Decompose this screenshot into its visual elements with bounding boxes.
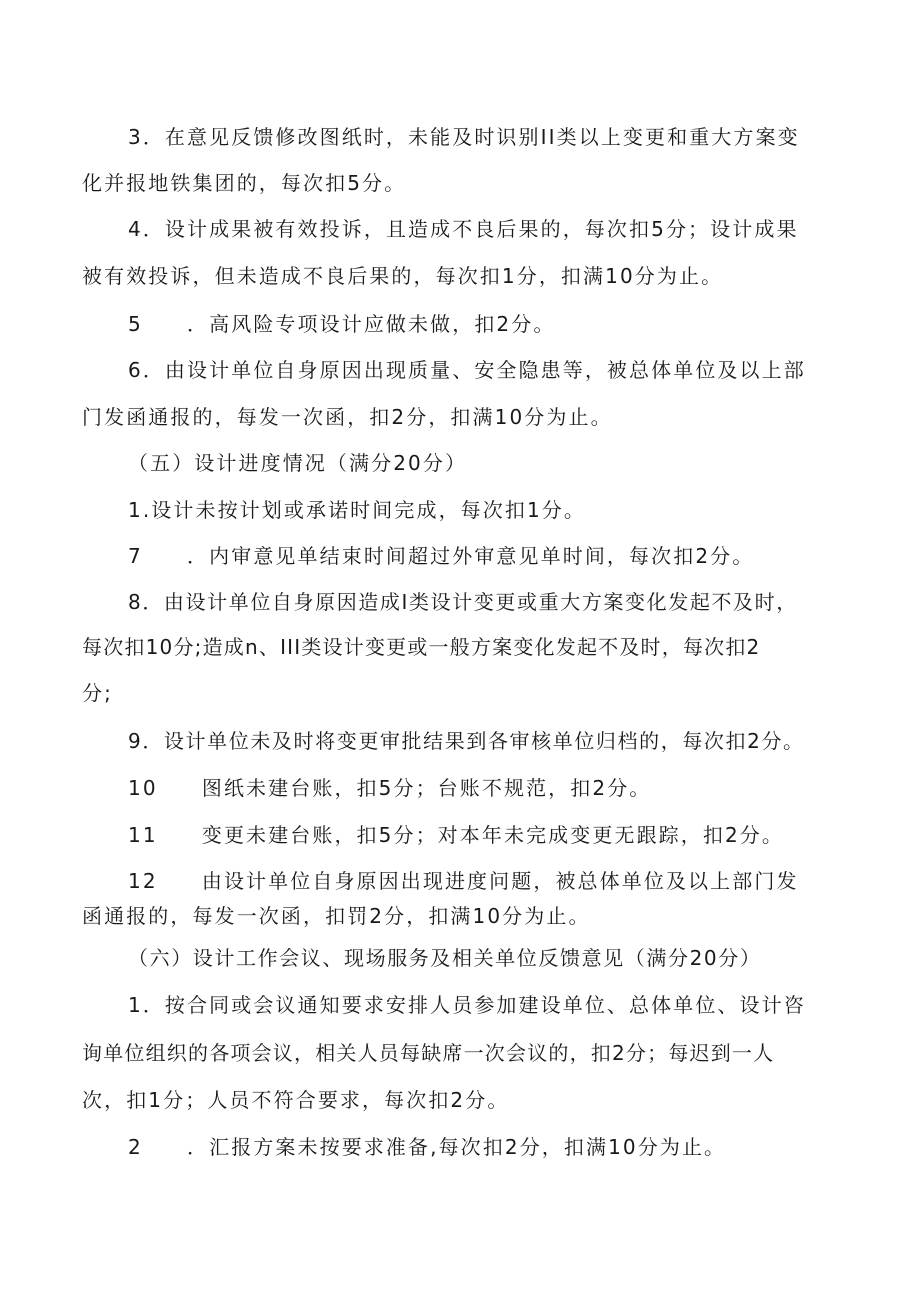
progress-item-9: 9．设计单位未及时将变更审批结果到各审核单位归档的，每次扣2分。 [128,729,805,753]
section-heading-6: （六）设计工作会议、现场服务及相关单位反馈意见（满分20分） [128,946,762,970]
progress-item-12-line-2: 函通报的，每发一次函，扣罚2分，扣满10分为止。 [82,904,591,928]
item-4-line-2: 被有效投诉，但未造成不良后果的，每次扣1分，扣满10分为止。 [82,264,724,288]
meeting-item-1-line-1: 1．按合同或会议通知要求安排人员参加建设单位、总体单位、设计咨 [128,993,806,1017]
meeting-item-1-line-3: 次，扣1分；人员不符合要求，每次扣2分。 [82,1088,510,1112]
progress-item-1: 1.设计未按计划或承诺时间完成，每次扣1分。 [128,498,587,522]
progress-item-11: 11 变更未建台账，扣5分；对本年未完成变更无跟踪，扣2分。 [128,823,784,847]
meeting-item-1-line-2: 询单位组织的各项会议，相关人员每缺席一次会议的，扣2分；每迟到一人 [82,1041,775,1065]
progress-item-8-line-3: 分; [82,681,113,705]
progress-item-12-line-1: 12 由设计单位自身原因出现进度问题，被总体单位及以上部门发 [128,869,799,893]
meeting-item-2: 2 ．汇报方案未按要求准备,每次扣2分，扣满10分为止。 [128,1135,727,1159]
item-5-line: 5 ．高风险专项设计应做未做，扣2分。 [128,312,556,336]
progress-item-10: 10 图纸未建台账，扣5分；台账不规范，扣2分。 [128,776,652,800]
progress-item-8-line-1: 8．由设计单位自身原因造成I类设计变更或重大方案变化发起不及时， [128,590,798,614]
item-3-line-2: 化并报地铁集团的，每次扣5分。 [82,171,407,195]
item-3-line-1: 3．在意见反馈修改图纸时，未能及时识别II类以上变更和重大方案变 [128,125,800,149]
item-6-line-2: 门发函通报的，每发一次函，扣2分，扣满10分为止。 [82,405,613,429]
item-4-line-1: 4．设计成果被有效投诉，且造成不良后果的，每次扣5分；设计成果 [128,217,799,241]
item-6-line-1: 6．由设计单位自身原因出现质量、安全隐患等，被总体单位及以上部 [128,358,806,382]
section-heading-5: （五）设计进度情况（满分20分） [128,451,468,475]
progress-item-7: 7 ．内审意见单结束时间超过外审意见单时间，每次扣2分。 [128,544,755,568]
progress-item-8-line-2: 每次扣10分;造成n、III类设计变更或一般方案变化发起不及时，每次扣2 [82,635,761,659]
